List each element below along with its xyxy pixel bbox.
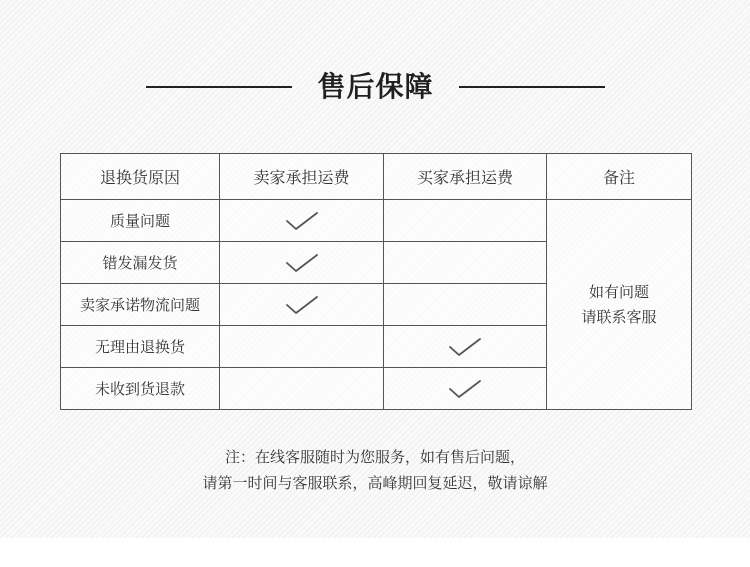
after-sales-table: [60, 153, 692, 410]
seller-pays-cell: [220, 326, 384, 368]
table-row: [61, 200, 692, 242]
notice-line-2: 请第一时间与客服联系，高峰期回复延迟，敬请谅解: [202, 474, 548, 492]
reason-cell: 无理由退换货: [61, 326, 220, 368]
note-line-2: 请联系客服: [581, 307, 657, 326]
buyer-pays-cell: [384, 284, 547, 326]
checkmark-icon: [448, 336, 482, 358]
table-header-row: [61, 154, 692, 200]
checkmark-icon: [285, 210, 319, 232]
checkmark-icon: [285, 252, 319, 274]
reason-cell: 未收到货退款: [61, 368, 220, 410]
reason-cell: 质量问题: [61, 200, 220, 242]
note-line-1: 如有问题: [588, 282, 649, 301]
section-header: [0, 62, 750, 112]
buyer-pays-cell: [384, 242, 547, 284]
seller-pays-cell: [220, 200, 384, 242]
page-title: 售后保障: [317, 70, 434, 103]
header-buyer-pays: 买家承担运费: [384, 154, 547, 200]
title-divider-left: [146, 86, 292, 88]
buyer-pays-cell: [384, 326, 547, 368]
reason-cell: 卖家承诺物流问题: [61, 284, 220, 326]
seller-pays-cell: [220, 284, 384, 326]
seller-pays-cell: [220, 242, 384, 284]
service-notice: [0, 444, 750, 496]
buyer-pays-cell: [384, 368, 547, 410]
notice-line-1: 注：在线客服随时为您服务，如有售后问题，: [224, 448, 525, 466]
reason-cell: 错发漏发货: [61, 242, 220, 284]
header-note: 备注: [547, 154, 692, 200]
header-seller-pays: 卖家承担运费: [220, 154, 384, 200]
header-reason: 退换货原因: [61, 154, 220, 200]
seller-pays-cell: [220, 368, 384, 410]
checkmark-icon: [448, 378, 482, 400]
title-divider-right: [459, 86, 605, 88]
note-cell: [547, 200, 692, 410]
checkmark-icon: [285, 294, 319, 316]
buyer-pays-cell: [384, 200, 547, 242]
